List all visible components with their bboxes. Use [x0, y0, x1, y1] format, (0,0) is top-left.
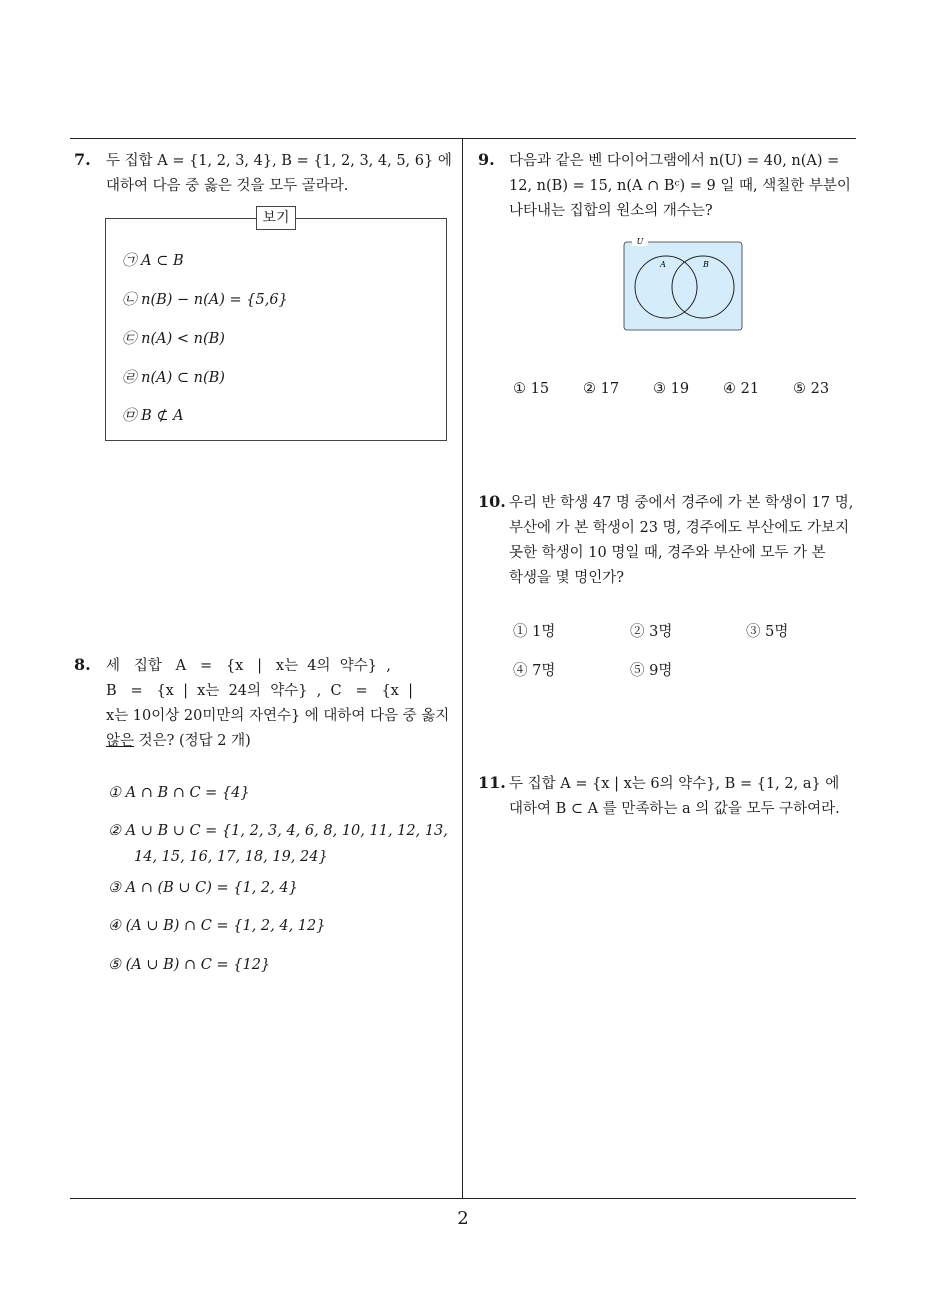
question-text-line: 12, n(B) = 15, n(A ∩ Bᶜ) = 9 일 때, 색칠한 부분이 [509, 178, 851, 194]
venn-diagram [623, 236, 743, 331]
bogi-item: ㉠ A ⊂ B [122, 253, 184, 269]
answer-choice: ④ 7명 [513, 663, 556, 679]
underlined-word: 않은 [106, 733, 135, 749]
question-text-line: 두 집합 A = {x | x는 6의 약수}, B = {1, 2, a} 에 [509, 776, 840, 792]
question-number: 9. [478, 150, 495, 169]
label-u: U [636, 237, 644, 246]
answer-choice-continued: 14, 15, 16, 17, 18, 19, 24} [134, 849, 328, 865]
question-number: 11. [478, 773, 506, 792]
question-text-line: x는 10이상 20미만의 자연수} 에 대하여 다음 중 옳지 [106, 708, 450, 724]
page-number: 2 [457, 1208, 469, 1229]
bogi-item: ㉢ n(A) < n(B) [122, 331, 225, 347]
question-text-line: B = {x | x는 24의 약수} , C = {x | [106, 683, 413, 699]
question-text-line [106, 729, 251, 753]
bottom-rule [70, 1198, 856, 1199]
answer-choice: ② 17 [583, 381, 620, 397]
label-a: A [660, 260, 666, 269]
question-text-line: 우리 반 학생 47 명 중에서 경주에 가 본 학생이 17 명, [509, 495, 854, 511]
bogi-item: ㉣ n(A) ⊂ n(B) [122, 370, 225, 386]
question-number: 7. [74, 150, 91, 169]
answer-choice: ③ 5명 [746, 624, 789, 640]
question-text-line: 학생을 몇 명인가? [509, 570, 625, 586]
answer-choice: ⑤ 9명 [630, 663, 673, 679]
answer-choice: ② 3명 [630, 624, 673, 640]
answer-choice: ① 1명 [513, 624, 556, 640]
question-text-rest: 것은? (정답 2 개) [134, 733, 251, 749]
answer-choice: ④ (A ∪ B) ∩ C = {1, 2, 4, 12} [108, 918, 326, 934]
question-text-line: 나타내는 집합의 원소의 개수는? [509, 203, 713, 219]
answer-choice: ① 15 [513, 381, 550, 397]
bogi-item: ㉤ B ⊄ A [122, 408, 184, 424]
answer-choice: ③ 19 [653, 381, 690, 397]
top-rule [70, 138, 856, 139]
label-b: B [703, 260, 709, 269]
question-text-line: 부산에 가 본 학생이 23 명, 경주에도 부산에도 가보지 [509, 520, 850, 536]
question-number: 8. [74, 655, 91, 674]
question-text-line: 대하여 B ⊂ A 를 만족하는 a 의 값을 모두 구하여라. [509, 801, 840, 817]
question-text-line: 못한 학생이 10 명일 때, 경주와 부산에 모두 가 본 [509, 545, 826, 561]
answer-choice: ② A ∪ B ∪ C = {1, 2, 3, 4, 6, 8, 10, 11, 12, 13, [108, 823, 448, 839]
answer-choice: ⑤ 23 [793, 381, 830, 397]
question-text-line: 다음과 같은 벤 다이어그램에서 n(U) = 40, n(A) = [509, 153, 840, 169]
answer-choice: ① A ∩ B ∩ C = {4} [108, 785, 250, 801]
answer-choice: ③ A ∩ (B ∪ C) = {1, 2, 4} [108, 880, 298, 896]
bogi-item: ㉡ n(B) − n(A) = {5,6} [122, 292, 288, 308]
question-text-line: 세 집합 A = {x | x는 4의 약수} , [106, 658, 391, 674]
question-number: 10. [478, 492, 506, 511]
question-text-line: 두 집합 A = {1, 2, 3, 4}, B = {1, 2, 3, 4, 5, 6} 에 [106, 153, 452, 169]
circle-a [635, 256, 697, 318]
column-divider [462, 138, 463, 1199]
answer-choice: ④ 21 [723, 381, 760, 397]
bogi-label: 보기 [256, 206, 296, 230]
answer-choice: ⑤ (A ∪ B) ∩ C = {12} [108, 957, 271, 973]
question-text-line: 대하여 다음 중 옳은 것을 모두 골라라. [106, 178, 349, 194]
